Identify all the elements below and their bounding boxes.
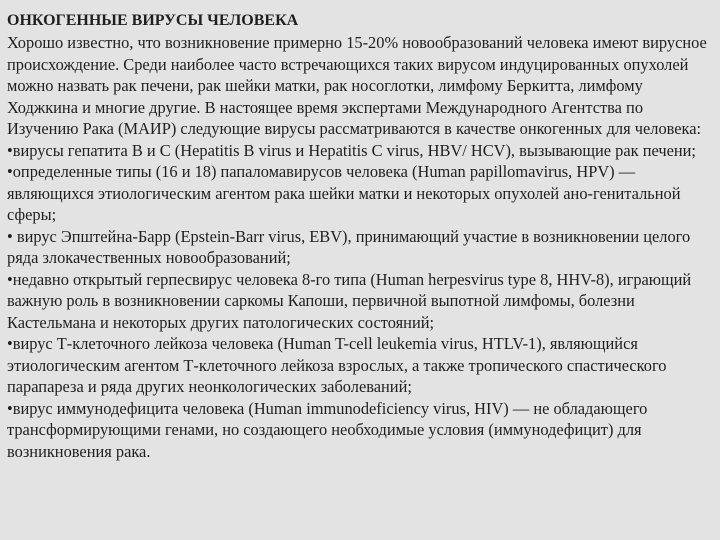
slide-content — [7, 10, 715, 462]
list-item-herpesvirus-8: •недавно открытый герпесвирус человека 8-го типа (Human herpesvirus type 8, HHV-8), играющий важную роль в возникновении саркомы Капоши, первичной выпотной лимфомы, болезни Кастельмана и некоторых других патологических состояний; — [7, 269, 692, 332]
list-item-hepatitis: •вирусы гепатита В и С (Hepatitis B virus и Hepatitis C virus, HBV/ HCV), вызывающие рак печени; — [7, 140, 696, 160]
list-item-hiv: •вирус иммунодефицита человека (Human immunodeficiency virus, HIV) — не обладающего трансформирующими генами, но создающего необходимые условия (иммунодефицит) для возникновения рака. — [7, 398, 648, 461]
slide-body — [7, 32, 715, 462]
intro-paragraph: Хорошо известно, что возникновение примерно 15-20% новообразований человека имеют вирусное происхождение. Среди наиболее часто встречающихся таких вирусом индуцированных опухолей можно назвать рак печени, рак шейки матки, рак носоглотки, лимфому Беркитта, лимфому Ходжкина и многие другие. В настоящее время экспертами Международного Агентства по Изучению Рака (МАИР) следующие вирусы рассматриваются в качестве онкогенных для человека: — [7, 33, 707, 138]
list-item-papillomavirus: •определенные типы (16 и 18) папаломавирусов человека (Human papillomavirus, HPV) — являющихся этиологическим агентом рака шейки матки и некоторых опухолей ано-генитальной сферы; — [7, 162, 681, 224]
slide-title: ОНКОГЕННЫЕ ВИРУСЫ ЧЕЛОВЕКА — [7, 12, 299, 29]
list-item-epstein-barr: • вирус Эпштейна-Барр (Epstein-Barr virus, EBV), принимающий участие в возникновении целого ряда злокачественных новообразований; — [7, 226, 691, 267]
list-item-htlv: •вирус Т-клеточного лейкоза человека (Human T-cell leukemia virus, HTLV-1), являющийся этиологическим агентом Т-клеточного лейкоза взрослых, а также тропического спастического парапареза и ряда других неонкологических заболеваний; — [7, 334, 667, 396]
